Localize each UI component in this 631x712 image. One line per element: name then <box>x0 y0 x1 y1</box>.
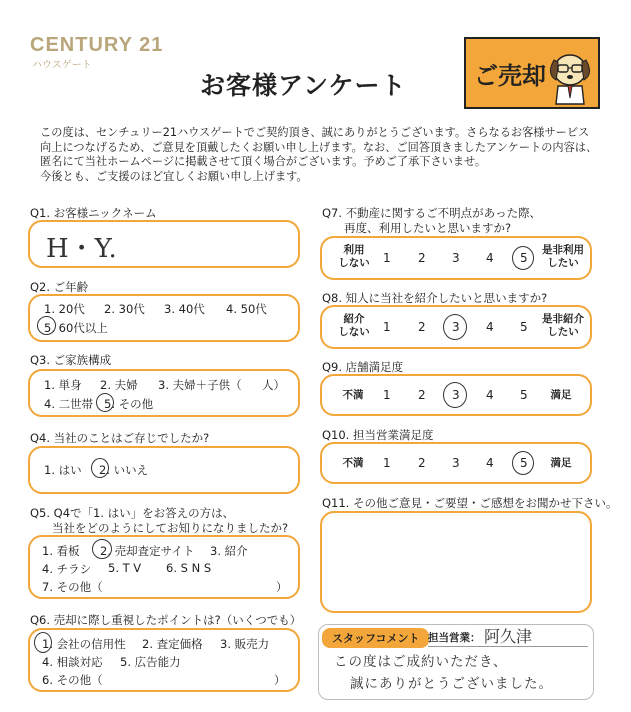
q11-comment-box[interactable] <box>320 511 592 613</box>
q5-option-7-suffix: ） <box>276 580 288 594</box>
q5-option-6[interactable]: 6. S N S <box>166 561 212 575</box>
q9-left-label: 不満 <box>342 389 364 401</box>
q10-right-label: 満足 <box>550 457 572 469</box>
q7-left-label: 利用 しない <box>338 244 370 269</box>
dog-mascot-icon <box>548 46 594 106</box>
q8-selection-circle <box>443 314 467 340</box>
page-title: お客様アンケート <box>200 71 407 100</box>
q3-option-5[interactable]: 5. その他 <box>104 397 154 411</box>
q5-label-line1: Q5. Q4で「1. はい」をお答えの方は、 <box>30 506 235 520</box>
q7-label-line2: 再度、利用したいと思いますか? <box>344 221 512 235</box>
q10-scale-4[interactable]: 4 <box>486 456 494 470</box>
q4-option-2[interactable]: 2. いいえ <box>99 463 149 477</box>
q6-option-6-suffix: ） <box>274 673 286 687</box>
staff-comment-tag: スタッフコメント <box>322 628 429 648</box>
staff-rep-underline <box>428 646 588 647</box>
brand-logo: CENTURY 21 <box>30 34 164 56</box>
q11-label: Q11. その他ご意見・ご要望・ご感想をお聞かせ下さい。 <box>322 496 618 510</box>
q10-label: Q10. 担当営業満足度 <box>322 428 434 442</box>
q6-option-1[interactable]: 1. 会社の信用性 <box>42 637 126 651</box>
q5-option-7[interactable]: 7. その他（ <box>42 580 103 594</box>
q6-option-4[interactable]: 4. 相談対応 <box>42 655 103 669</box>
q2-label: Q2. ご年齢 <box>30 280 89 294</box>
q5-option-1[interactable]: 1. 看板 <box>42 544 80 558</box>
q3-selection-circle <box>96 393 114 412</box>
q6-option-5[interactable]: 5. 広告能力 <box>120 655 181 669</box>
q3-option-4[interactable]: 4. 二世帯 <box>44 397 94 411</box>
q4-label: Q4. 当社のことはご存じでしたか? <box>30 431 210 445</box>
q6-label: Q6. 売却に際し重視したポイントは?（いくつでも） <box>30 613 302 627</box>
q7-scale-1[interactable]: 1 <box>383 251 391 265</box>
q7-scale-4[interactable]: 4 <box>486 251 494 265</box>
q2-selection-circle <box>37 316 56 335</box>
q8-label: Q8. 知人に当社を紹介したいと思いますか? <box>322 291 548 305</box>
q2-option-2[interactable]: 2. 30代 <box>104 302 145 316</box>
q5-selection-circle <box>92 539 112 559</box>
staff-rep-name: 阿久津 <box>484 627 533 646</box>
badge-label: ご売却 <box>474 62 546 90</box>
q9-scale-2[interactable]: 2 <box>418 388 426 402</box>
q3-label: Q3. ご家族構成 <box>30 353 112 367</box>
q10-left-label: 不満 <box>342 457 364 469</box>
q10-scale-2[interactable]: 2 <box>418 456 426 470</box>
q3-option-2[interactable]: 2. 夫婦 <box>100 378 138 392</box>
q3-option-3-suffix: 人） <box>262 378 285 392</box>
q8-right-label: 是非紹介 したい <box>542 313 584 338</box>
q1-handwritten-answer: H・Y. <box>46 234 117 264</box>
q7-scale-3[interactable]: 3 <box>452 251 460 265</box>
q9-right-label: 満足 <box>550 389 572 401</box>
q8-scale-4[interactable]: 4 <box>486 320 494 334</box>
q2-option-3[interactable]: 3. 40代 <box>164 302 205 316</box>
q10-selection-circle <box>512 451 534 475</box>
q7-selection-circle <box>512 246 534 270</box>
staff-comment-line1: この度はご成約いただき、 <box>334 654 508 670</box>
q7-scale-5[interactable]: 5 <box>520 251 528 265</box>
brand-subtitle: ハウスゲート <box>32 60 92 71</box>
q4-option-1[interactable]: 1. はい <box>44 463 82 477</box>
q5-option-5[interactable]: 5. T V <box>108 561 142 575</box>
q8-scale-2[interactable]: 2 <box>418 320 426 334</box>
q6-selection-circle <box>34 632 52 653</box>
q6-option-6[interactable]: 6. その他（ <box>42 673 103 687</box>
q4-selection-circle <box>91 458 109 478</box>
q2-option-4[interactable]: 4. 50代 <box>226 302 267 316</box>
q7-scale-2[interactable]: 2 <box>418 251 426 265</box>
q9-scale-5[interactable]: 5 <box>520 388 528 402</box>
q5-option-2[interactable]: 2. 売却査定サイト <box>100 544 195 558</box>
q7-right-label: 是非利用 したい <box>542 244 584 269</box>
intro-text: この度は、センチュリー21ハウスゲートでご契約頂き、誠にありがとうございます。さらなるお客様サービス 向上につなげるため、ご意見を頂戴したくお願い申し上げます。なお、ご回答頂きましたアンケートの内容は、 匿名にて当社ホームページに掲載させて頂く場合がございます。予めご了承下さいませ。 今後とも、ご支援のほど宜しくお願い申し上げます。 <box>40 126 598 183</box>
q8-scale-3[interactable]: 3 <box>452 320 460 334</box>
q6-option-2[interactable]: 2. 査定価格 <box>142 637 203 651</box>
q9-label: Q9. 店舗満足度 <box>322 360 404 374</box>
q7-label-line1: Q7. 不動産に関するご不明点があった際、 <box>322 206 542 220</box>
q10-scale-1[interactable]: 1 <box>383 456 391 470</box>
q2-option-1[interactable]: 1. 20代 <box>44 302 85 316</box>
q6-option-3[interactable]: 3. 販売力 <box>220 637 270 651</box>
q8-left-label: 紹介 しない <box>338 313 370 338</box>
q9-scale-3[interactable]: 3 <box>452 388 460 402</box>
q5-option-3[interactable]: 3. 紹介 <box>210 544 248 558</box>
q10-scale-3[interactable]: 3 <box>452 456 460 470</box>
q9-scale-4[interactable]: 4 <box>486 388 494 402</box>
staff-comment-line2: 誠にありがとうございました。 <box>350 676 553 692</box>
q8-scale-5[interactable]: 5 <box>520 320 528 334</box>
q10-scale-5[interactable]: 5 <box>520 456 528 470</box>
q3-option-1[interactable]: 1. 単身 <box>44 378 82 392</box>
q9-selection-circle <box>443 382 467 408</box>
q3-option-3[interactable]: 3. 夫婦＋子供（ <box>158 378 242 392</box>
q8-scale-1[interactable]: 1 <box>383 320 391 334</box>
q2-option-5[interactable]: 5. 60代以上 <box>44 321 108 335</box>
staff-rep-label: 担当営業： <box>428 632 481 644</box>
q5-label-line2: 当社をどのようにしてお知りになりましたか? <box>52 521 289 535</box>
q1-label: Q1. お客様ニックネーム <box>30 206 157 220</box>
q9-scale-1[interactable]: 1 <box>383 388 391 402</box>
q5-option-4[interactable]: 4. チラシ <box>42 562 92 576</box>
